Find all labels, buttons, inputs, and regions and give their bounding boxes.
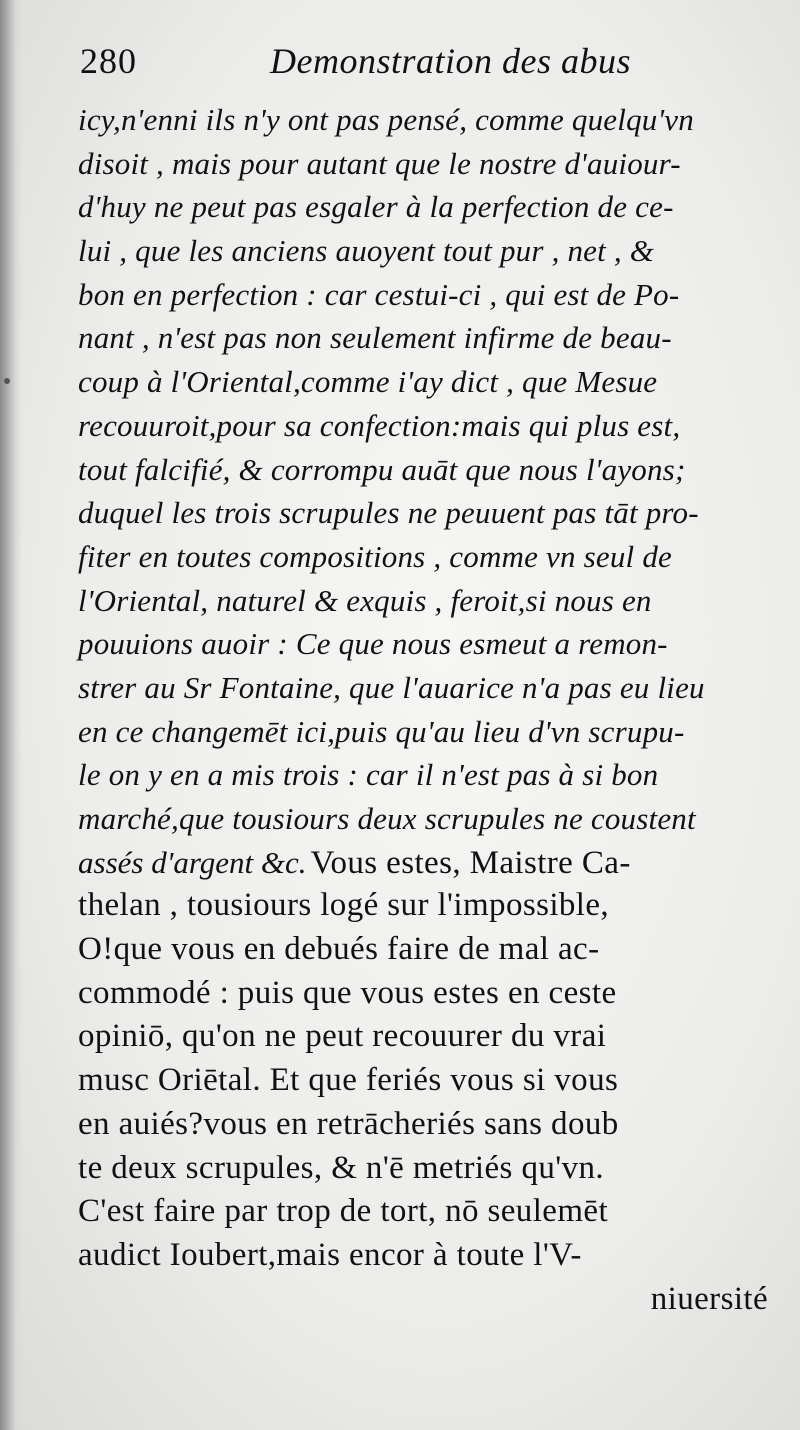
text-line: marché,que tousiours deux scrupules ne coustent (78, 801, 696, 836)
page-header (80, 40, 780, 90)
text-line: disoit , mais pour autant que le nostre d'auiour- (78, 145, 681, 181)
text-line: le on y en a mis trois : car il n'est pas à si bon (78, 757, 659, 793)
text-line: O!que vous en debués faire de mal ac- (78, 931, 600, 968)
catchword-line: niuersité (650, 1280, 768, 1317)
roman-passage (78, 884, 768, 1321)
text-line: d'huy ne peut pas esgaler à la perfection de ce- (78, 189, 674, 225)
text-line: thelan , tousiours logé sur l'impossible, (78, 887, 610, 924)
text-line: coup à l'Oriental,comme i'ay dict , que Mesue (78, 364, 658, 400)
text-line: lui , que les anciens auoyent tout pur , net , & (78, 233, 655, 269)
text-line: l'Oriental, naturel & exquis , feroit,si nous en (78, 582, 652, 618)
text-line: C'est faire par trop de tort, nō seulemēt (78, 1193, 609, 1230)
text-line: fiter en toutes compositions , comme vn seul de (78, 538, 672, 574)
text-line: opiniō, qu'on ne peut recouurer du vrai (78, 1018, 607, 1055)
page-gutter-shadow (0, 0, 22, 1430)
text-line: tout falcifié, & corrompu auāt que nous l'ayons; (78, 451, 686, 487)
text-line: pouuions auoir : Ce que nous esmeut a remon- (78, 626, 668, 662)
text-line: duquel les trois scrupules ne peuuent pas tāt pro- (78, 495, 699, 531)
page-number: 280 (80, 41, 137, 81)
text-line: musc Oriētal. Et que feriés vous si vous (78, 1062, 619, 1099)
text-line: strer au Sr Fontaine, que l'auarice n'a pas eu lieu (78, 669, 705, 705)
text-line: recouuroit,pour sa confection:mais qui plus est, (78, 407, 681, 443)
italic-fragment: assés d'argent &c. (78, 844, 307, 880)
text-line: en ce changemēt ici,puis qu'au lieu d'vn scrupu- (78, 713, 685, 749)
text-line: icy,n'enni ils n'y ont pas pensé, comme quelqu'vn (78, 102, 694, 137)
text-line: en auiés?vous en retrācheriés sans doub (78, 1105, 619, 1142)
text-line: commodé : puis que vous estes en ceste (78, 974, 617, 1011)
text-line: nant , n'est pas non seulement infirme de beau- (78, 320, 672, 356)
body-text (78, 98, 768, 1321)
text-line: audict Ioubert,mais encor à toute l'V- (78, 1236, 582, 1273)
running-head: Demonstration des abus (270, 41, 631, 81)
mixed-line (78, 841, 768, 885)
text-line: bon en perfection : car cestui-ci , qui est de Po- (78, 276, 680, 312)
text-line: te deux scrupules, & n'ē metriés qu'vn. (78, 1149, 605, 1186)
roman-fragment: Vous estes, Maistre Ca- (310, 844, 631, 881)
ink-speck (4, 378, 10, 384)
italic-passage (78, 98, 768, 841)
